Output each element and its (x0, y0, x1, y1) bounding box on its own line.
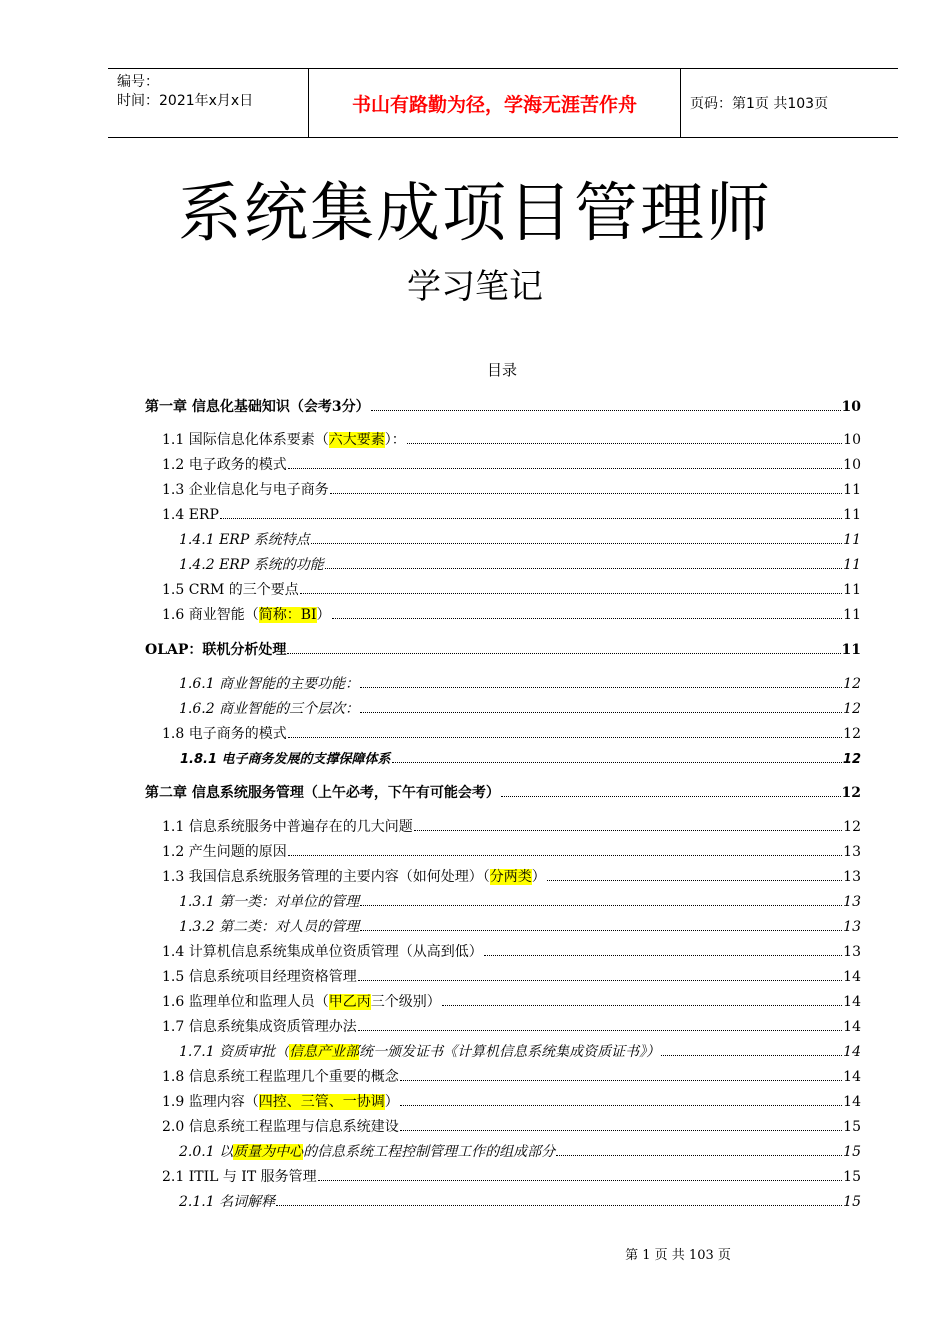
toc-highlight: 甲乙丙 (328, 994, 371, 1010)
toc-entry-label (162, 1116, 399, 1138)
toc-entry[interactable] (179, 553, 861, 575)
toc-entry-label (179, 891, 359, 913)
toc-page-number: 11 (841, 642, 861, 658)
toc-highlight: 信息产业部 (289, 1044, 360, 1060)
toc-leader-dots (547, 865, 842, 881)
toc-entry-label (162, 841, 287, 863)
toc-highlight: 六大要素 (328, 432, 385, 448)
toc-text: 1.1 信息系统服务中普遍存在的几大问题 (162, 819, 413, 835)
toc-text: 2.1 ITIL 与 IT 服务管理 (162, 1169, 317, 1185)
toc-text: 1.6 商业智能（ (162, 607, 259, 623)
toc-leader-dots (300, 578, 842, 594)
toc-entry-label (162, 1091, 399, 1113)
toc-entry[interactable] (162, 428, 861, 450)
toc-leader-dots (414, 815, 842, 831)
toc-entry-label (162, 816, 413, 838)
toc-text: 1.7 信息系统集成资质管理办法 (162, 1019, 357, 1035)
toc-page-number: 11 (843, 482, 861, 498)
toc-entry[interactable] (162, 990, 861, 1012)
toc-text: ） (531, 869, 546, 885)
toc-entry[interactable] (179, 1040, 861, 1062)
toc-entry[interactable] (162, 865, 861, 887)
toc-entry-label (179, 673, 359, 695)
toc-leader-dots (288, 722, 842, 738)
toc-text: ） (384, 1094, 399, 1110)
toc-entry[interactable] (180, 747, 861, 769)
toc-text: 1.4.1 ERP 系统特点 (179, 532, 310, 548)
toc-entry[interactable] (179, 672, 861, 694)
toc-page-number: 10 (841, 399, 861, 415)
toc-leader-dots (332, 603, 843, 619)
toc-entry[interactable] (179, 697, 861, 719)
toc-page-number: 14 (843, 1019, 861, 1035)
toc-entry[interactable] (162, 1065, 861, 1087)
header-page-info: 页码：第1页 共103页 (690, 96, 829, 112)
toc-highlight: 分两类 (489, 869, 532, 885)
toc-entry[interactable] (162, 722, 861, 744)
toc-text: 1.5 CRM 的三个要点 (162, 582, 299, 598)
toc-page-number: 13 (843, 894, 861, 910)
toc-entry-label (179, 1041, 660, 1063)
toc-text: 1.4.2 ERP 系统的功能 (179, 557, 324, 573)
toc-leader-dots (360, 672, 842, 688)
toc-leader-dots (407, 428, 842, 444)
toc-text: 第二章 信息系统服务管理（上午必考，下午有可能会考） (145, 785, 500, 801)
toc-page-number: 14 (843, 1044, 861, 1060)
toc-leader-dots (400, 1115, 842, 1131)
toc-entry[interactable] (145, 395, 861, 417)
toc-leader-dots (371, 395, 841, 411)
header-meta (108, 69, 309, 137)
toc-leader-dots (400, 1090, 842, 1106)
toc-page-number: 11 (843, 507, 861, 523)
toc-entry[interactable] (179, 890, 861, 912)
toc-entry-label (162, 429, 406, 451)
toc-leader-dots (288, 840, 842, 856)
toc-entry-label (145, 396, 370, 418)
toc-leader-dots (360, 697, 842, 713)
toc-page-number: 13 (843, 919, 861, 935)
toc-page-number: 11 (843, 532, 861, 548)
toc-entry[interactable] (179, 1190, 861, 1212)
toc-entry-label (180, 749, 391, 771)
toc-entry[interactable] (162, 578, 861, 600)
toc-page-number: 12 (843, 701, 861, 717)
toc-entry-label (162, 723, 287, 745)
toc-page-number: 13 (843, 869, 861, 885)
toc-leader-dots (360, 890, 842, 906)
toc-entry[interactable] (162, 1165, 861, 1187)
toc-text: 1.3.1 第一类：对单位的管理 (179, 894, 360, 910)
header-motto: 书山有路勤为径，学海无涯苦作舟 (309, 69, 681, 137)
toc-page-number: 14 (843, 1069, 861, 1085)
toc-text: 1.8 电子商务的模式 (162, 726, 287, 742)
toc-leader-dots (358, 965, 842, 981)
page-footer: 第 1 页 共 103 页 (625, 1248, 731, 1263)
toc-entry-label (162, 504, 219, 526)
toc-page-number: 14 (843, 969, 861, 985)
toc-page-number: 12 (843, 726, 861, 742)
toc-leader-dots (287, 638, 840, 654)
toc-text: 1.1 国际信息化体系要素（ (162, 432, 329, 448)
toc-text: 的信息系统工程控制管理工作的组成部分 (303, 1144, 556, 1160)
toc-leader-dots (276, 1190, 842, 1206)
toc-entry-label (145, 639, 286, 661)
toc-text: 1.3 我国信息系统服务管理的主要内容（如何处理）（ (162, 869, 490, 885)
toc-entry-label (162, 579, 299, 601)
toc-entry[interactable] (162, 603, 861, 625)
toc-entry[interactable] (162, 1115, 861, 1137)
toc-page-number: 14 (843, 994, 861, 1010)
toc-entry-label (179, 698, 359, 720)
toc-text: 统一颁发证书《计算机信息系统集成资质证书》） (359, 1044, 661, 1060)
toc-entry[interactable] (162, 965, 861, 987)
toc-entry-label (162, 966, 357, 988)
toc-text: ） (316, 607, 331, 623)
toc-page-number: 11 (843, 582, 861, 598)
toc-page-number: 11 (843, 607, 861, 623)
number-label: 编号： (117, 74, 159, 90)
toc-leader-dots (392, 747, 842, 763)
toc-leader-dots (501, 781, 841, 797)
toc-page-number: 13 (843, 944, 861, 960)
toc-page-number: 11 (843, 557, 861, 573)
toc-text: 2.0 信息系统工程监理与信息系统建设 (162, 1119, 399, 1135)
toc-entry-label (162, 1166, 317, 1188)
toc-text: 1.6.2 商业智能的三个层次： (179, 701, 360, 717)
toc-entry-label (162, 604, 331, 626)
toc-text: ）： (384, 432, 406, 448)
toc-text: 1.6.1 商业智能的主要功能： (179, 676, 360, 692)
toc-text: 1.6 监理单位和监理人员（ (162, 994, 329, 1010)
toc-entry[interactable] (162, 940, 861, 962)
toc-leader-dots (358, 1015, 842, 1031)
toc-entry[interactable] (179, 915, 861, 937)
toc-entry[interactable] (162, 503, 861, 525)
toc-entry[interactable] (162, 815, 861, 837)
toc-text: 1.9 监理内容（ (162, 1094, 259, 1110)
toc-entry-label (162, 1016, 357, 1038)
toc-text: 1.5 信息系统项目经理资格管理 (162, 969, 357, 985)
toc-text: 第一章 信息化基础知识（会考3分） (145, 399, 370, 415)
toc-text: 1.8.1 电子商务发展的支撑保障体系 (180, 752, 391, 767)
toc-entry-label (162, 454, 287, 476)
toc-text: 1.4 计算机信息系统集成单位资质管理（从高到低） (162, 944, 483, 960)
toc-entry[interactable] (145, 638, 861, 660)
toc-leader-dots (220, 503, 842, 519)
toc-entry-label (179, 529, 310, 551)
toc-page-number: 10 (843, 432, 861, 448)
toc-page-number: 14 (843, 1094, 861, 1110)
toc-entry[interactable] (162, 453, 861, 475)
toc-entry[interactable] (162, 1015, 861, 1037)
toc-entry[interactable] (179, 528, 861, 550)
toc-page-number: 12 (841, 785, 861, 801)
toc-page-number: 12 (843, 676, 861, 692)
toc-entry[interactable] (145, 781, 861, 803)
toc-text: OLAP：联机分析处理 (145, 642, 287, 658)
toc-page-number: 15 (843, 1194, 861, 1210)
toc-text: 1.3.2 第二类：对人员的管理 (179, 919, 360, 935)
toc-leader-dots (400, 1065, 842, 1081)
toc-entry-label (179, 916, 359, 938)
toc-text: 2.1.1 名词解释 (179, 1194, 276, 1210)
toc-text: 1.3 企业信息化与电子商务 (162, 482, 329, 498)
toc-entry-label (162, 991, 441, 1013)
toc-highlight: 质量为中心 (233, 1144, 304, 1160)
toc-leader-dots (288, 453, 842, 469)
toc-text: 2.0.1 以 (179, 1144, 234, 1160)
toc-entry[interactable] (162, 840, 861, 862)
toc-leader-dots (661, 1040, 842, 1056)
toc-leader-dots (360, 915, 842, 931)
toc-entry-label (179, 554, 324, 576)
toc-leader-dots (318, 1165, 843, 1181)
toc-text: 1.4 ERP (162, 507, 219, 523)
toc-text: 1.8 信息系统工程监理几个重要的概念 (162, 1069, 399, 1085)
toc-entry-label (179, 1141, 555, 1163)
toc-entry-label (162, 1066, 399, 1088)
document-header (108, 68, 898, 138)
toc-page-number: 13 (843, 844, 861, 860)
toc-text: 1.7.1 资质审批（ (179, 1044, 290, 1060)
toc-entry[interactable] (162, 478, 861, 500)
toc-entry-label (179, 1191, 275, 1213)
document-title: 系统集成项目管理师 (178, 177, 772, 251)
toc-page-number: 12 (843, 819, 861, 835)
time-label: 时间：2021年x月x日 (117, 93, 254, 109)
toc-entry[interactable] (162, 1090, 861, 1112)
toc-leader-dots (484, 940, 842, 956)
toc-text: 1.2 产生问题的原因 (162, 844, 287, 860)
toc-page-number: 15 (843, 1119, 861, 1135)
toc-page-number: 15 (843, 1169, 861, 1185)
toc-leader-dots (311, 528, 842, 544)
toc-leader-dots (330, 478, 842, 494)
toc-text: 三个级别） (370, 994, 441, 1010)
toc-highlight: 四控、三管、一协调 (258, 1094, 385, 1110)
toc-page-number: 12 (842, 752, 861, 767)
document-subtitle: 学习笔记 (407, 267, 543, 307)
toc-entry[interactable] (179, 1140, 861, 1162)
toc-leader-dots (325, 553, 842, 569)
toc-entry-label (162, 479, 329, 501)
toc-page-number: 10 (843, 457, 861, 473)
toc-leader-dots (442, 990, 842, 1006)
toc-text: 1.2 电子政务的模式 (162, 457, 287, 473)
toc-page-number: 15 (843, 1144, 861, 1160)
toc-heading: 目录 (486, 361, 517, 379)
toc-leader-dots (556, 1140, 842, 1156)
toc-entry-label (162, 941, 483, 963)
toc-entry-label (145, 782, 500, 804)
toc-highlight: 简称：BI (258, 607, 317, 623)
toc-entry-label (162, 866, 546, 888)
